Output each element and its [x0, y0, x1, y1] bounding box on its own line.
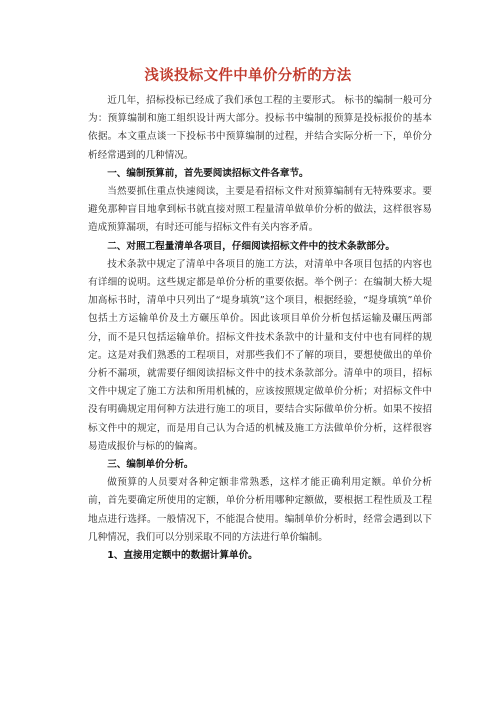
- subsection-heading-1: 1、直接用定额中的数据计算单价。: [107, 550, 258, 562]
- intro-paragraph: 近几年，招标投标已经成了我们承包工程的主要形式。 标书的编制一般可分为：预算编制和施工组织设计两大部分。投标书中编制的预算是投标报价的基本依据。本文重点谈一下投标书中预算编制的过程，并结合实际分析一下，单价分析经常遇到的几种情况。: [88, 95, 432, 161]
- section-3-paragraph: 做预算的人员要对各种定额非常熟悉，这样才能正确利用定额。单价分析前，首先要确定所使用的定额，单价分析用哪种定额做，要根据工程性质及工程地点进行选择。一般情况下，不能混合使用。编制单价分析时，经常会遇到以下几种情况，我们可以分别采取不同的方法进行单价编制。: [88, 477, 432, 543]
- section-2-paragraph: 技术条款中规定了清单中各项目的施工方法，对清单中各项目包括的内容也有详细的说明。这些规定都是单价分析的重要依据。举个例子：在编制大桥大堤加高标书时，清单中只列出了“堤身填筑”这个项目，根据经验，“堤身填筑”单价包括土方运输单价及土方碾压单价。因此该项目单价分析包括运输及碾压两部分，而不是只包括运输单价。招标文件技术条款中的计量和支付中也有同样的规定。这是对我们熟悉的工程项目，对那些我们不了解的项目，要想使做出的单价分析不漏项，就需要仔细阅读招标文件中的技术条款部分。清单中的项目，招标文件中规定了施工方法和所用机械的，应该按照规定做单价分析；对招标文件中没有明确规定用何种方法进行施工的项目，要结合实际做单价分析。如果不按招标文件中的规定，而是用自己认为合适的机械及施工方法做单价分析，这样很容易造成报价与标的的偏离。: [88, 258, 432, 452]
- document-title: 浅谈投标文件中单价分析的方法: [144, 67, 352, 84]
- section-1-paragraph: 当然要抓住重点快速阅读，主要是看招标文件对预算编制有无特殊要求。要避免那种盲目地拿到标书就直接对照工程量清单做单价分析的做法，这样很容易造成预算漏项，有时还可能与招标文件有关内容矛盾。: [88, 186, 432, 234]
- section-heading-3: 三、编制单价分析。: [107, 459, 194, 471]
- section-heading-2: 二、对照工程量清单各项目，仔细阅读招标文件中的技术条款部分。: [107, 240, 395, 252]
- section-heading-1: 一、编制预算前，首先要阅读招标文件各章节。: [107, 167, 309, 179]
- document-body: [88, 92, 432, 565]
